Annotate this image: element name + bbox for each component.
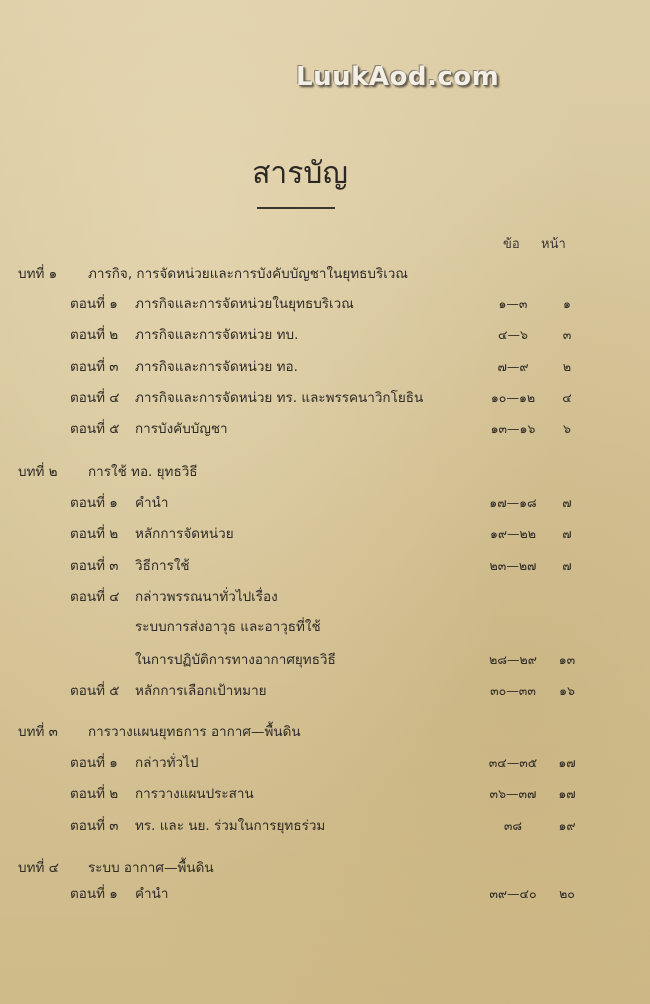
chapter-title: ภารกิจ, การจัดหน่วยและการบังคับบัญชาในยุทธบริเวณ xyxy=(88,266,408,282)
chapter-title: ระบบ อากาศ—พื้นดิน xyxy=(88,860,214,876)
page-number: ๗ xyxy=(562,495,572,510)
page-number: ๔ xyxy=(562,390,572,405)
section-number: ตอนที่ ๒ xyxy=(70,786,119,802)
item-range: ๓๖—๓๗ xyxy=(489,786,537,801)
section-title-continued: ในการปฏิบัติการทางอากาศยุทธวิธี xyxy=(135,652,336,668)
item-range: ๑๙—๒๒ xyxy=(489,526,537,541)
item-range: ๗—๙ xyxy=(497,359,529,374)
section-number: ตอนที่ ๑ xyxy=(70,296,118,312)
section-title: ภารกิจและการจัดหน่วยในยุทธบริเวณ xyxy=(135,296,354,312)
page-number: ๑๙ xyxy=(558,818,576,833)
column-header-page: หน้า xyxy=(541,237,566,252)
item-range: ๒๘—๒๙ xyxy=(489,652,537,667)
section-title: คำนำ xyxy=(135,495,169,511)
chapter-number: บทที่ ๒ xyxy=(18,464,58,480)
item-range: ๒๓—๒๗ xyxy=(489,558,537,573)
page-number: ๑ xyxy=(563,296,571,311)
section-title-continued: ระบบการส่งอาวุธ และอาวุธที่ใช้ xyxy=(135,619,321,635)
section-number: ตอนที่ ๑ xyxy=(70,886,118,902)
section-number: ตอนที่ ๓ xyxy=(70,818,119,834)
page-number: ๗ xyxy=(562,526,572,541)
chapter-number: บทที่ ๓ xyxy=(18,724,58,740)
page-number: ๗ xyxy=(562,558,572,573)
section-number: ตอนที่ ๒ xyxy=(70,526,119,542)
item-range: ๑—๓ xyxy=(498,296,528,311)
page-number: ๑๖ xyxy=(559,683,575,698)
page-title: สารบัญ xyxy=(252,156,348,191)
item-range: ๓๙—๔๐ xyxy=(489,886,537,901)
section-title: คำนำ xyxy=(135,886,169,902)
chapter-number: บทที่ ๔ xyxy=(18,860,59,876)
section-title: กล่าวทั่วไป xyxy=(135,755,199,771)
section-number: ตอนที่ ๓ xyxy=(70,359,119,375)
page-number: ๑๗ xyxy=(558,755,576,770)
title-underline xyxy=(257,207,335,209)
section-title: ภารกิจและการจัดหน่วย ทร. และพรรคนาวิกโยธิน xyxy=(135,390,424,406)
section-number: ตอนที่ ๓ xyxy=(70,558,119,574)
column-header-item: ข้อ xyxy=(503,237,520,252)
item-range: ๑๓—๑๖ xyxy=(490,421,536,436)
item-range: ๑๗—๑๘ xyxy=(489,495,537,510)
chapter-title: การวางแผนยุทธการ อากาศ—พื้นดิน xyxy=(88,724,301,740)
page-number: ๒ xyxy=(562,359,572,374)
section-title: วิธีการใช้ xyxy=(135,558,190,574)
section-number: ตอนที่ ๕ xyxy=(70,421,120,437)
chapter-number: บทที่ ๑ xyxy=(18,266,58,282)
page-number: ๑๗ xyxy=(558,786,576,801)
section-title: หลักการจัดหน่วย xyxy=(135,526,234,542)
section-title: การวางแผนประสาน xyxy=(135,786,254,802)
page-number: ๓ xyxy=(562,327,572,342)
section-number: ตอนที่ ๔ xyxy=(70,390,120,406)
watermark-logo: LuukAod.com xyxy=(296,62,500,92)
section-number: ตอนที่ ๑ xyxy=(70,495,118,511)
item-range: ๓๐—๓๓ xyxy=(490,683,536,698)
item-range: ๔—๖ xyxy=(498,327,528,342)
item-range: ๑๐—๑๒ xyxy=(490,390,536,405)
page-number: ๒๐ xyxy=(559,886,575,901)
section-title: ภารกิจและการจัดหน่วย ทอ. xyxy=(135,359,298,375)
page-number: ๑๓ xyxy=(558,652,576,667)
section-number: ตอนที่ ๕ xyxy=(70,683,120,699)
section-number: ตอนที่ ๒ xyxy=(70,327,119,343)
item-range: ๓๘ xyxy=(503,818,523,833)
section-number: ตอนที่ ๔ xyxy=(70,589,120,605)
page-number: ๖ xyxy=(563,421,571,436)
chapter-title: การใช้ ทอ. ยุทธวิธี xyxy=(88,464,198,480)
section-number: ตอนที่ ๑ xyxy=(70,755,118,771)
item-range: ๓๔—๓๕ xyxy=(488,755,538,770)
section-title: ทร. และ นย. ร่วมในการยุทธร่วม xyxy=(135,818,326,834)
section-title: การบังคับบัญชา xyxy=(135,421,228,437)
section-title: ภารกิจและการจัดหน่วย ทบ. xyxy=(135,327,299,343)
section-title: หลักการเลือกเป้าหมาย xyxy=(135,683,267,699)
section-title: กล่าวพรรณนาทั่วไปเรื่อง xyxy=(135,589,278,605)
